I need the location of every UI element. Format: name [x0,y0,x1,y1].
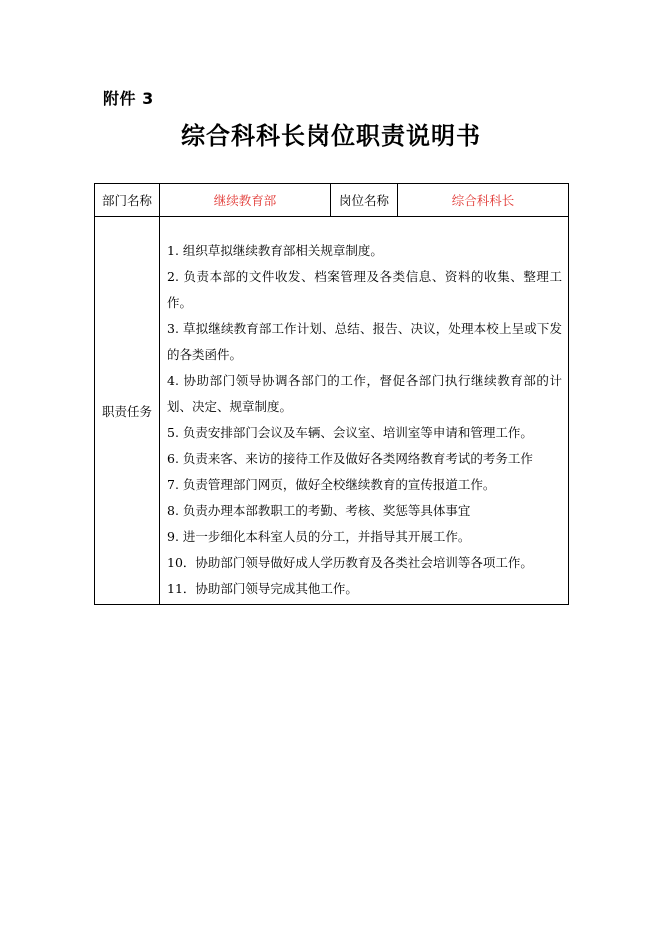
duty-item: 1. 组织草拟继续教育部相关规章制度。 [167,243,383,258]
duty-item: 5. 负责安排部门会议及车辆、会议室、培训室等申请和管理工作。 [167,425,533,440]
duty-item: 9. 进一步细化本科室人员的分工，并指导其开展工作。 [167,529,471,544]
duty-item: 4. 协助部门领导协调各部门的工作，督促各部门执行继续教育部的计划、决定、规章制度。 [167,373,562,414]
duties-label: 职责任务 [95,217,160,605]
duty-item: 6. 负责来客、来访的接待工作及做好各类网络教育考试的考务工作 [167,451,533,466]
duty-item: 3. 草拟继续教育部工作计划、总结、报告、决议，处理本校上呈或下发的各类函件。 [167,321,562,362]
duty-item: 8. 负责办理本部教职工的考勤、考核、奖惩等具体事宜 [167,503,471,518]
document-title: 综合科科长岗位职责说明书 [181,122,481,150]
dept-value: 继续教育部 [160,184,331,217]
duties-row [95,217,569,605]
duty-item: 10．协助部门领导做好成人学历教育及各类社会培训等各项工作。 [167,555,533,570]
position-value: 综合科科长 [398,184,569,217]
dept-label: 部门名称 [95,184,160,217]
duties-list [160,217,569,605]
duty-item: 2. 负责本部的文件收发、档案管理及各类信息、资料的收集、整理工作。 [167,269,562,310]
duty-item: 11．协助部门领导完成其他工作。 [167,581,358,596]
duty-item: 7. 负责管理部门网页，做好全校继续教育的宣传报道工作。 [167,477,496,492]
position-label: 岗位名称 [331,184,398,217]
attachment-label: 附件 3 [103,89,154,108]
header-row [95,184,569,217]
job-description-table [94,183,569,605]
